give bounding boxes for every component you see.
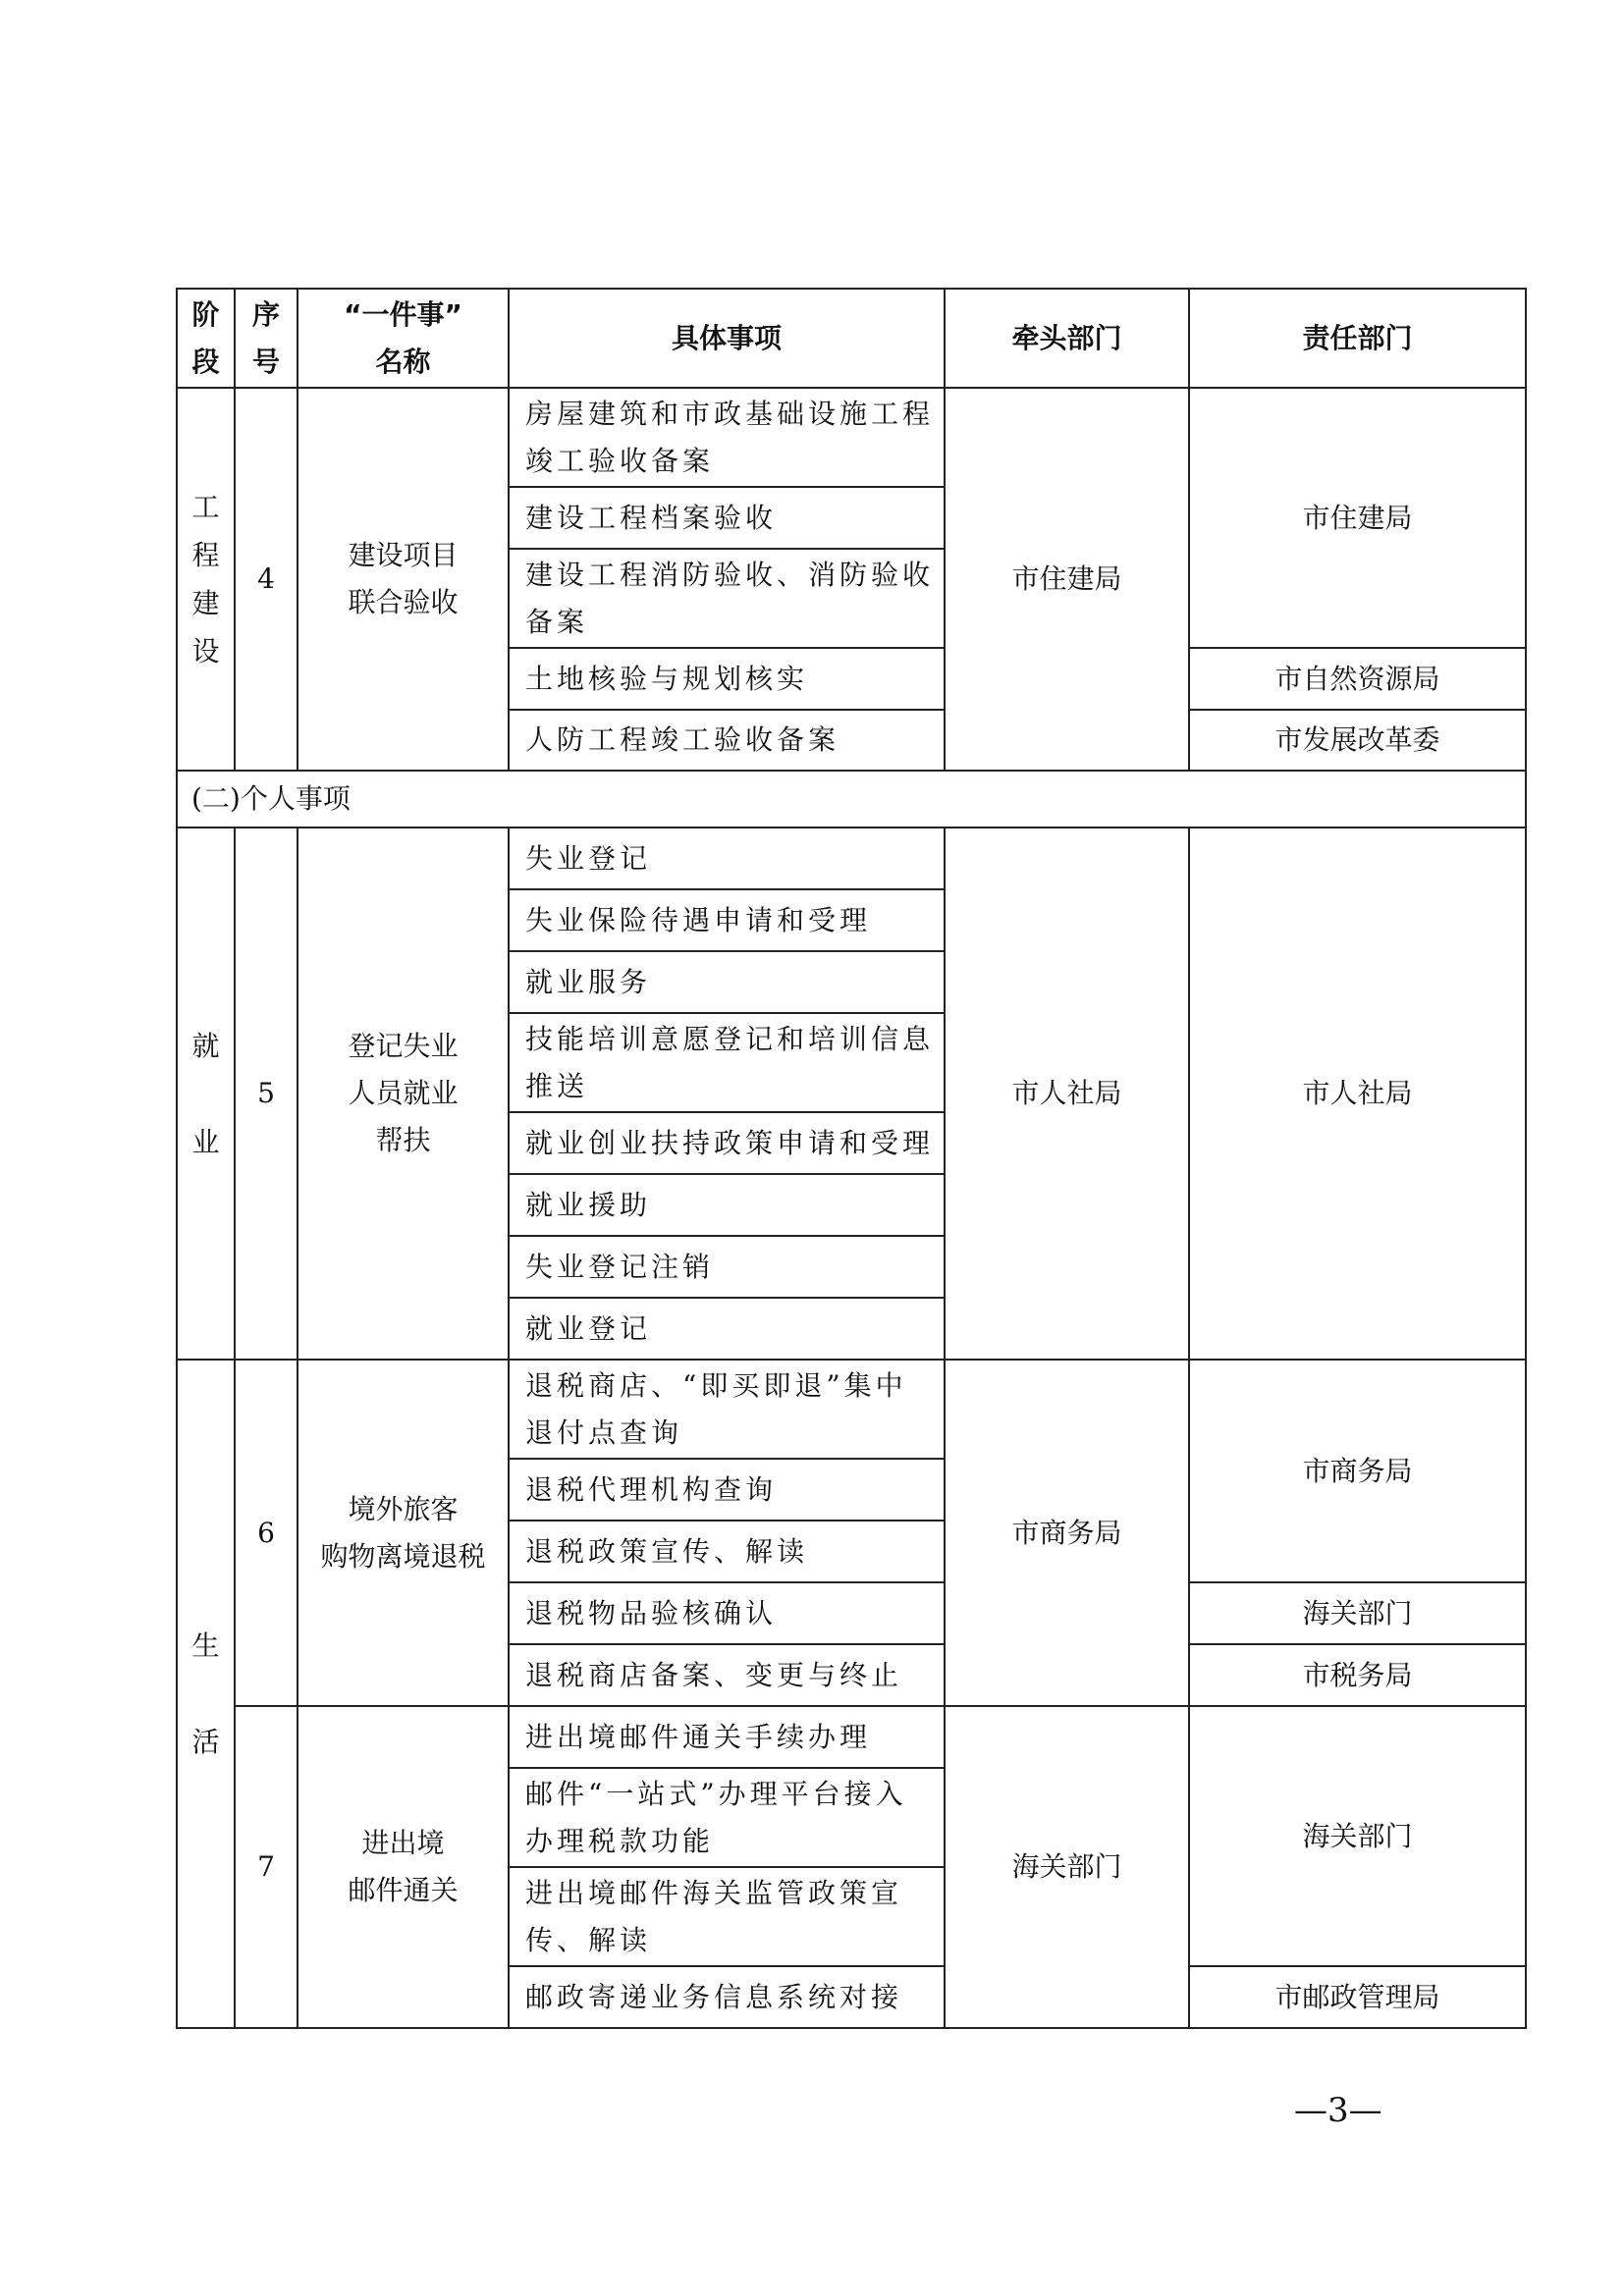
item-cell: 就业援助 [509,1174,945,1236]
item-cell: 退税商店、“即买即退”集中退付点查询 [509,1360,945,1459]
matters-table [176,288,1527,2029]
header-row [177,289,1526,388]
header-items: 具体事项 [509,289,945,388]
table-row [177,828,1526,889]
item-cell: 就业创业扶持政策申请和受理 [509,1112,945,1174]
stage-cell: 生 活 [177,1360,235,2028]
stage-cell: 就 业 [177,828,235,1360]
matter-name-cell: 登记失业 人员就业 帮扶 [298,828,509,1360]
item-cell: 失业登记注销 [509,1236,945,1298]
table-row [177,1706,1526,1768]
item-cell: 退税商店备案、变更与终止 [509,1644,945,1706]
matter-name-cell: 境外旅客 购物离境退税 [298,1360,509,1706]
lead-dept-cell: 市人社局 [945,828,1189,1360]
resp-dept-cell: 海关部门 [1189,1706,1526,1966]
seq-cell: 5 [235,828,298,1360]
seq-cell: 4 [235,388,298,771]
resp-dept-cell: 市商务局 [1189,1360,1526,1582]
resp-dept-cell: 市住建局 [1189,388,1526,648]
table-row [177,388,1526,487]
resp-dept-cell: 海关部门 [1189,1582,1526,1644]
resp-dept-cell: 市人社局 [1189,828,1526,1360]
resp-dept-cell: 市自然资源局 [1189,648,1526,710]
matter-name-cell: 进出境 邮件通关 [298,1706,509,2028]
header-seq: 序 号 [235,289,298,388]
item-cell: 就业登记 [509,1298,945,1360]
item-cell: 技能培训意愿登记和培训信息推送 [509,1013,945,1112]
item-cell: 进出境邮件海关监管政策宣传、解读 [509,1867,945,1966]
item-cell: 土地核验与规划核实 [509,648,945,710]
header-name: “一件事” 名称 [298,289,509,388]
matter-name-cell: 建设项目 联合验收 [298,388,509,771]
header-stage: 阶 段 [177,289,235,388]
stage-cell: 工 程 建 设 [177,388,235,771]
item-cell: 邮件“一站式”办理平台接入办理税款功能 [509,1768,945,1867]
resp-dept-cell: 市发展改革委 [1189,710,1526,771]
seq-cell: 6 [235,1360,298,1706]
item-cell: 失业保险待遇申请和受理 [509,889,945,951]
resp-dept-cell: 市税务局 [1189,1644,1526,1706]
header-resp-dept: 责任部门 [1189,289,1526,388]
seq-cell: 7 [235,1706,298,2028]
lead-dept-cell: 海关部门 [945,1706,1189,2028]
item-cell: 房屋建筑和市政基础设施工程竣工验收备案 [509,388,945,487]
lead-dept-cell: 市商务局 [945,1360,1189,1706]
item-cell: 退税政策宣传、解读 [509,1521,945,1582]
item-cell: 就业服务 [509,951,945,1013]
item-cell: 退税物品验核确认 [509,1582,945,1644]
item-cell: 邮政寄递业务信息系统对接 [509,1966,945,2028]
table-row [177,1360,1526,1459]
section-title: (二)个人事项 [177,771,1526,828]
resp-dept-cell: 市邮政管理局 [1189,1966,1526,2028]
item-cell: 失业登记 [509,828,945,889]
section-row [177,771,1526,828]
header-lead-dept: 牵头部门 [945,289,1189,388]
item-cell: 进出境邮件通关手续办理 [509,1706,945,1768]
page-number: —3— [1294,2091,1382,2130]
item-cell: 退税代理机构查询 [509,1459,945,1521]
item-cell: 建设工程档案验收 [509,487,945,549]
item-cell: 建设工程消防验收、消防验收备案 [509,549,945,648]
lead-dept-cell: 市住建局 [945,388,1189,771]
item-cell: 人防工程竣工验收备案 [509,710,945,771]
